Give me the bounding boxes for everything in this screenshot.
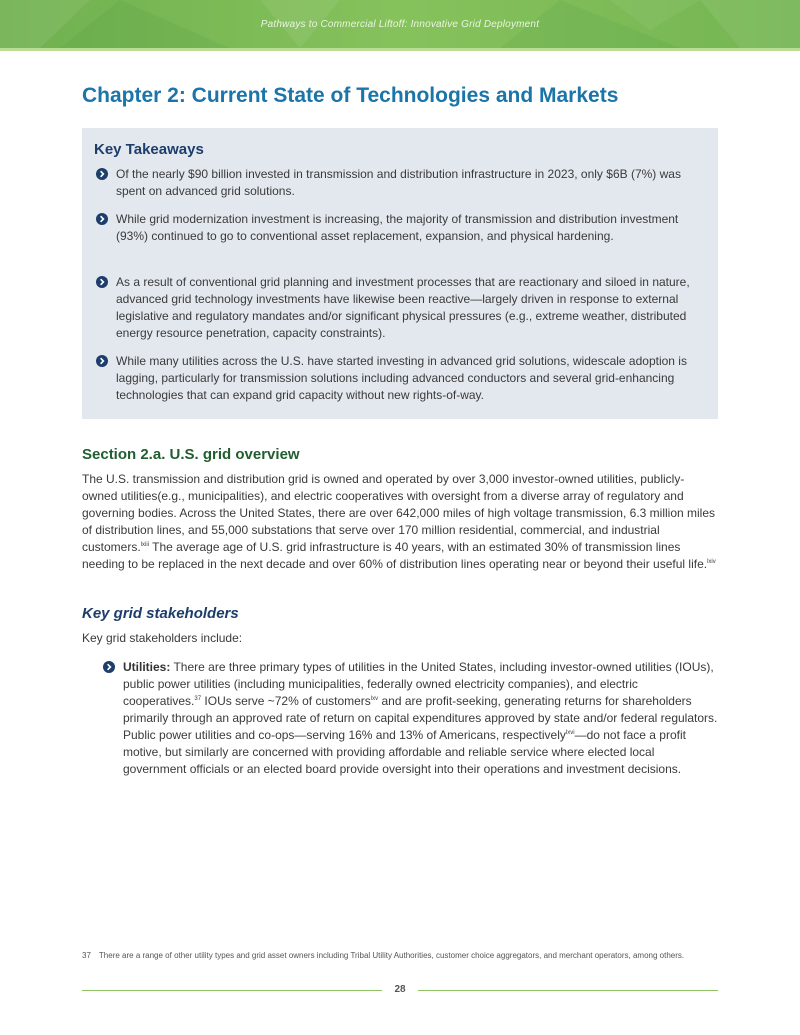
chevron-circle-right-icon: [96, 168, 108, 180]
utilities-bullet: [123, 659, 719, 778]
chapter-title: Chapter 2: Current State of Technologies and Markets: [82, 84, 619, 107]
takeaway-text: While many utilities across the U.S. have started investing in advanced grid solutions, widescale adoption is lagging, particularly for transmission solutions including advanced conductors and several grid-enhancing technologies that can expand grid capacity without new rights-of-way.: [116, 354, 687, 402]
footer-rule-left: [82, 990, 382, 991]
paragraph-text: The average age of U.S. grid infrastructure is 40 years, with an estimated 30% of transmission lines needing to be replaced in the next decade and over 60% of distribution lines operating near or beyond their useful life.: [82, 540, 708, 571]
subsection-title: Key grid stakeholders: [82, 605, 239, 622]
footnote-text: There are a range of other utility types and grid asset owners including Tribal Utility Authorities, customer choice aggregators, and merchant operators, among others.: [98, 951, 685, 960]
header-banner: [0, 0, 800, 48]
stakeholders-intro: Key grid stakeholders include:: [82, 631, 243, 645]
paragraph-text: The U.S. transmission and distribution grid is owned and operated by over 3,000 investor-owned utilities, publicly-owned utilities(e.g., municipalities), and electric cooperatives with oversight from a diverse array of regulatory and governing bodies. Across the United States, there are over 642,000 miles of high voltage transmission, 6.3 million miles of distribution lines, and 55,000 substations that serve over 170 million residential, commercial, and industrial customers.: [82, 472, 715, 554]
takeaway-item: [116, 353, 706, 404]
chevron-circle-right-icon: [96, 213, 108, 225]
takeaway-text: Of the nearly $90 billion invested in transmission and distribution infrastructure in 2023, only $6B (7%) was spent on advanced grid solutions.: [116, 167, 681, 198]
utilities-text: There are three primary types of utilities in the United States, including investor-owned utilities (IOUs), public power utilities (including municipalities, federally owned electricity companies), and electric cooperatives.: [123, 660, 714, 708]
endnote-ref[interactable]: lxiv: [707, 559, 716, 565]
endnote-ref[interactable]: lxiii: [140, 542, 150, 548]
key-takeaways-heading: Key Takeaways: [94, 141, 204, 158]
banner-title: Pathways to Commercial Liftoff: Innovative Grid Deployment: [260, 19, 540, 30]
key-takeaways-box: [82, 128, 718, 419]
section-title: Section 2.a. U.S. grid overview: [82, 446, 300, 463]
utilities-text: and are profit-seeking, generating returns for shareholders primarily through an approved rate of return on capital expenditures approved by state and/or federal regulators. Public power utilities and co-ops—serving 16% and 13% of Americans, respectively: [123, 694, 718, 742]
endnote-ref[interactable]: lxvi: [565, 730, 575, 736]
grid-overview-paragraph: [82, 471, 718, 573]
footnote: [82, 951, 718, 960]
page-number: 28: [394, 984, 406, 995]
takeaway-item: [116, 211, 706, 245]
endnote-ref[interactable]: lxv: [370, 696, 379, 702]
takeaway-item: [116, 166, 706, 200]
banner-rule: [0, 48, 800, 51]
chevron-circle-right-icon: [103, 661, 115, 673]
takeaway-text: While grid modernization investment is increasing, the majority of transmission and distribution investment (93%) continued to go to conventional asset replacement, expansion, and physical hardening.: [116, 212, 679, 243]
takeaway-item: [116, 274, 706, 342]
takeaway-text: As a result of conventional grid planning and investment processes that are reactionary and siloed in nature, advanced grid technology investments have likewise been reactive—largely driven in response to external legislative and regulatory mandates and/or significant physical pressures (e.g., extreme weather, distributed energy resource penetration, capacity constraints).: [116, 275, 690, 340]
footnote-number: 37: [82, 951, 91, 960]
utilities-text: IOUs serve ~72% of customers: [201, 694, 371, 708]
chevron-circle-right-icon: [96, 355, 108, 367]
utilities-text: —do not face a profit motive, but similarly are concerned with providing affordable and reliable service where elected local government officials or an elected board provide oversight into their operations and investment decisions.: [123, 728, 686, 776]
utilities-label: Utilities:: [123, 660, 171, 674]
footnote-ref[interactable]: 37: [194, 696, 202, 702]
chevron-circle-right-icon: [96, 276, 108, 288]
footer-rule-right: [418, 990, 718, 991]
